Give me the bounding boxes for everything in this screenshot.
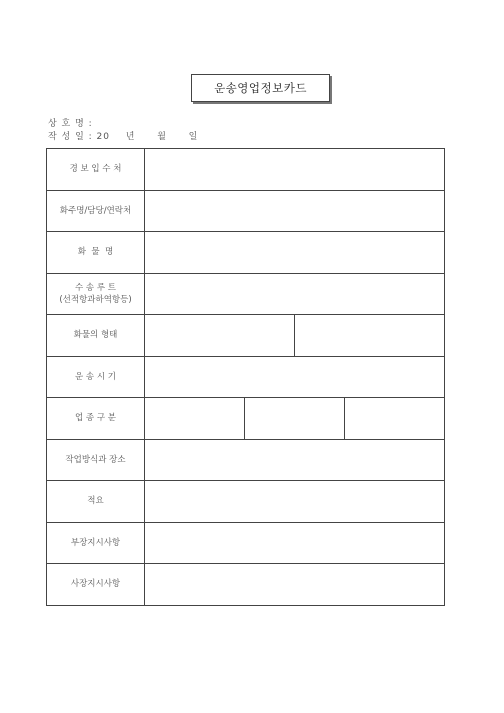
industry-type-field-1[interactable] (145, 398, 245, 440)
cargo-form-label: 화물의 형태 (47, 315, 145, 357)
cargo-name-field[interactable] (145, 232, 445, 274)
form-row-transport-time (47, 356, 445, 398)
form-row-route (47, 273, 445, 315)
transport-time-label: 운 송 시 기 (47, 356, 145, 398)
day-unit: 일 (188, 132, 199, 142)
form-row-info-source (47, 149, 445, 191)
form-row-cargo-name (47, 232, 445, 274)
president-instructions-field[interactable] (145, 564, 445, 606)
form-row-work-method (47, 439, 445, 481)
form-row-industry (47, 398, 445, 440)
manager-instructions-label: 부장지시사항 (47, 522, 145, 564)
date-label: 작 성 일 : 20 (48, 132, 111, 142)
date-line (48, 129, 198, 142)
company-name-line (48, 116, 93, 129)
info-form-table (46, 148, 445, 606)
shipper-contact-field[interactable] (145, 190, 445, 232)
year-unit: 년 (125, 132, 136, 142)
transport-route-label (47, 273, 145, 315)
transport-time-field[interactable] (145, 356, 445, 398)
work-method-label: 작업방식과 장소 (47, 439, 145, 481)
form-row-cargo-form (47, 315, 445, 357)
cargo-name-label: 화 물 명 (47, 232, 145, 274)
manager-instructions-field[interactable] (145, 522, 445, 564)
transport-route-title: 수 송 루 트 (75, 282, 116, 293)
document-title: 운송영업정보카드 (191, 74, 330, 102)
industry-type-field-3[interactable] (345, 398, 445, 440)
transport-route-field[interactable] (145, 273, 445, 315)
form-row-manager-instructions (47, 522, 445, 564)
president-instructions-label: 사장지시사항 (47, 564, 145, 606)
form-row-remarks (47, 481, 445, 523)
industry-type-label: 업 종 구 분 (47, 398, 145, 440)
work-method-field[interactable] (145, 439, 445, 481)
form-row-president-instructions (47, 564, 445, 606)
month-unit: 월 (157, 132, 167, 142)
form-row-shipper (47, 190, 445, 232)
transport-route-sublabel: (선적항과하역항등) (59, 294, 132, 305)
cargo-form-field-1[interactable] (145, 315, 295, 357)
industry-type-field-2[interactable] (245, 398, 345, 440)
info-source-label: 경 보 입 수 처 (47, 149, 145, 191)
company-name-label: 상 호 명 : (48, 119, 93, 129)
remarks-label: 적요 (47, 481, 145, 523)
info-source-field[interactable] (145, 149, 445, 191)
remarks-field[interactable] (145, 481, 445, 523)
shipper-contact-label: 화주명/담당/연락처 (47, 190, 145, 232)
cargo-form-field-2[interactable] (295, 315, 445, 357)
